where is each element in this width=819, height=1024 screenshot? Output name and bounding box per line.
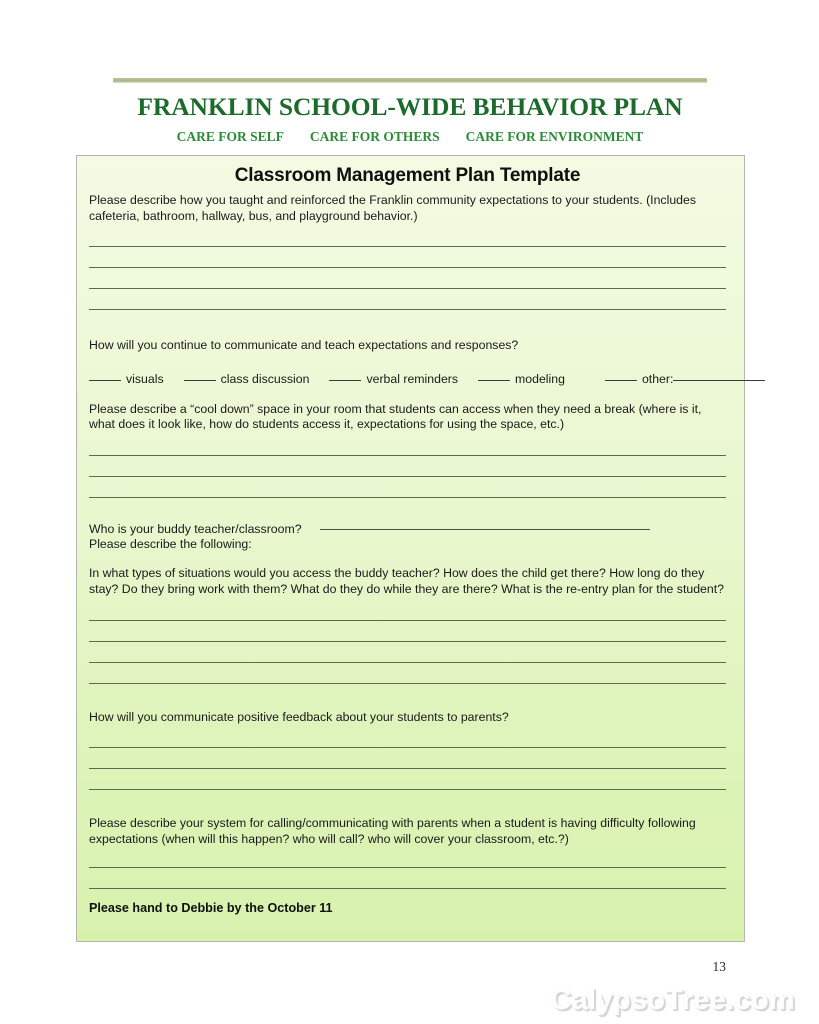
option-blank-modeling[interactable]	[478, 380, 510, 381]
question-4-row	[89, 522, 726, 537]
question-7-answer-lines	[89, 867, 726, 889]
watermark-calypsotree: CalypsoTree.com	[550, 984, 795, 1016]
spacer	[89, 224, 726, 246]
option-label-class-discussion: class discussion	[220, 371, 310, 386]
question-5-answer-lines	[89, 620, 726, 684]
option-blank-verbal-reminders[interactable]	[329, 380, 361, 381]
spacer	[89, 663, 726, 683]
option-other-text-field[interactable]	[673, 380, 765, 381]
spacer	[89, 847, 726, 867]
question-1-answer-lines	[89, 246, 726, 310]
option-blank-other[interactable]	[605, 380, 637, 381]
question-5-text: In what types of situations would you access the buddy teacher? How does the child get there? How long do they stay? Do they bring work with them? What do they do while they are there? What is the re-entry plan for the student?	[89, 566, 724, 596]
spacer	[89, 386, 726, 402]
spacer	[89, 268, 726, 288]
spacer	[89, 889, 726, 901]
option-label-modeling: modeling	[515, 371, 565, 386]
header-subtitle	[113, 129, 707, 145]
spacer	[89, 552, 726, 566]
spacer	[89, 354, 726, 372]
question-4-label: Who is your buddy teacher/classroom?	[89, 521, 302, 536]
header-divider-rule	[113, 78, 707, 83]
classroom-management-form-panel	[76, 155, 745, 942]
question-4-followup-text: Please describe the following:	[89, 537, 252, 552]
option-label-visuals: visuals	[126, 371, 164, 386]
question-7-text: Please describe your system for calling/communicating with parents when a student is having difficulty following expectations (when will this happen? who will call? who will cover your classroom, etc.?)	[89, 816, 696, 846]
question-6-text: How will you communicate positive feedback about your students to parents?	[89, 709, 509, 724]
subtitle-care-for-others: CARE FOR OTHERS	[309, 129, 440, 144]
subtitle-care-for-environment: CARE FOR ENVIRONMENT	[465, 129, 644, 144]
spacer	[89, 433, 726, 455]
buddy-teacher-input-line[interactable]	[320, 529, 650, 530]
form-footer-note: Please hand to Debbie by the October 11	[89, 901, 333, 916]
question-2-text: How will you continue to communicate and teach expectations and responses?	[89, 338, 519, 353]
spacer	[89, 790, 726, 816]
spacer	[89, 769, 726, 789]
spacer	[89, 748, 726, 768]
spacer	[89, 868, 726, 888]
page-title: FRANKLIN SCHOOL-WIDE BEHAVIOR PLAN	[137, 92, 683, 121]
option-label-verbal-reminders: verbal reminders	[366, 371, 459, 386]
option-blank-visuals[interactable]	[89, 380, 121, 381]
question-3-text: Please describe a “cool down” space in your room that students can access when they need a break (where is it, what does it look like, how do students access it, expectations for using the space, etc.)	[89, 401, 702, 432]
spacer	[89, 598, 726, 620]
spacer	[89, 289, 726, 309]
subtitle-care-for-self: CARE FOR SELF	[176, 129, 284, 144]
page-number: 13	[712, 959, 726, 974]
spacer	[89, 498, 726, 522]
spacer	[89, 456, 726, 476]
question-3-answer-lines	[89, 455, 726, 498]
form-title: Classroom Management Plan Template	[234, 165, 581, 186]
document-header	[113, 78, 707, 145]
question-6-answer-lines	[89, 747, 726, 790]
spacer	[89, 725, 726, 747]
option-label-other: other:	[641, 371, 674, 386]
spacer	[89, 477, 726, 497]
question-1-text: Please describe how you taught and reinforced the Franklin community expectations to your students. (Includes cafeteria, bathroom, hallway, bus, and playground behavior.)	[89, 193, 696, 223]
spacer	[89, 310, 726, 338]
spacer	[89, 684, 726, 710]
spacer	[89, 642, 726, 662]
spacer	[89, 247, 726, 267]
option-blank-class-discussion[interactable]	[184, 380, 216, 381]
spacer	[89, 621, 726, 641]
question-2-option-row	[89, 372, 726, 386]
